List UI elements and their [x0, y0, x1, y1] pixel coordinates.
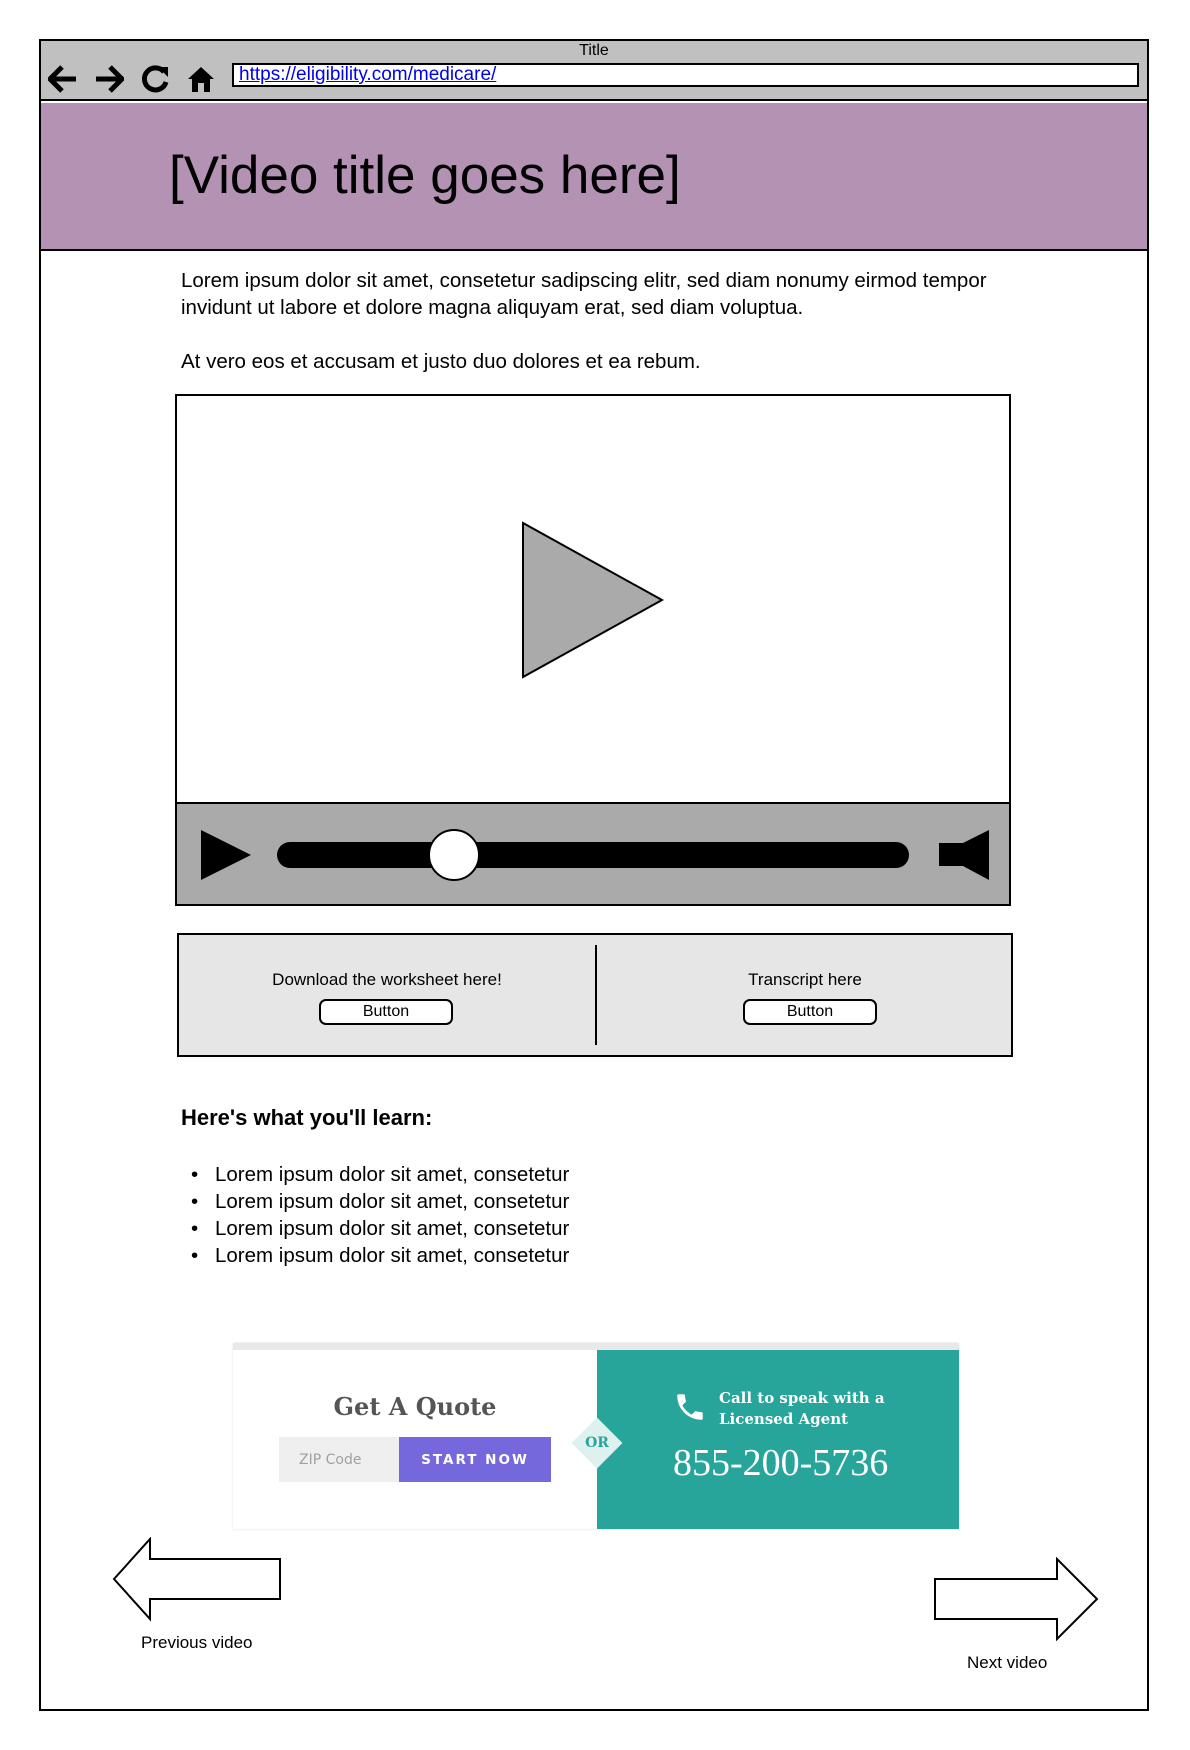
play-triangle-icon[interactable] — [177, 396, 1009, 802]
reload-icon[interactable] — [137, 61, 173, 97]
transcript-button[interactable]: Button — [743, 999, 877, 1025]
quote-banner — [233, 1343, 959, 1529]
list-item: • Lorem ipsum dolor sit amet, consetetur — [215, 1215, 569, 1242]
transcript-section — [597, 935, 1013, 1055]
forward-arrow-icon[interactable] — [91, 61, 127, 97]
or-badge — [571, 1417, 623, 1469]
call-agent-text: Call to speak with a Licensed Agent — [719, 1389, 885, 1428]
next-arrow-icon[interactable] — [933, 1557, 1103, 1645]
phone-number-link[interactable]: 855-200-5736 — [673, 1442, 889, 1484]
learn-list — [215, 1161, 569, 1269]
page-header — [41, 103, 1147, 251]
previous-video-label[interactable]: Previous video — [141, 1633, 253, 1652]
seek-handle[interactable] — [428, 829, 480, 881]
next-video-label[interactable]: Next video — [967, 1653, 1048, 1672]
list-item: • Lorem ipsum dolor sit amet, consetetur — [215, 1188, 569, 1215]
back-arrow-icon[interactable] — [45, 61, 81, 97]
list-item: • Lorem ipsum dolor sit amet, consetetur — [215, 1242, 569, 1269]
call-agent-panel — [597, 1350, 959, 1529]
window-title: Title — [579, 42, 609, 59]
or-label: OR — [585, 1435, 609, 1451]
video-player[interactable] — [175, 394, 1011, 906]
worksheet-section — [179, 935, 595, 1055]
zip-code-input[interactable] — [279, 1437, 399, 1482]
player-controls — [177, 802, 1009, 904]
volume-icon[interactable] — [939, 828, 991, 882]
browser-window — [39, 39, 1149, 1711]
video-screen[interactable] — [177, 396, 1009, 802]
previous-arrow-icon[interactable] — [112, 1537, 282, 1625]
download-worksheet-button[interactable]: Button — [319, 999, 453, 1025]
transcript-label: Transcript here — [748, 970, 862, 989]
browser-chrome — [41, 41, 1147, 101]
video-title: [Video title goes here] — [169, 146, 681, 205]
play-icon[interactable] — [199, 828, 253, 882]
home-icon[interactable] — [183, 61, 219, 97]
intro-paragraph: Lorem ipsum dolor sit amet, consetetur sadipscing elitr, sed diam nonumy eirmod tempor invidunt ut labore et dolore magna aliquyam erat, sed diam voluptua. — [181, 269, 987, 319]
start-now-button[interactable]: START NOW — [399, 1437, 551, 1482]
quote-form — [233, 1350, 597, 1529]
list-item: • Lorem ipsum dolor sit amet, consetetur — [215, 1161, 569, 1188]
learn-heading: Here's what you'll learn: — [181, 1105, 433, 1130]
intro-paragraph-2: At vero eos et accusam et justo duo dolores et ea rebum. — [181, 350, 701, 373]
address-bar[interactable]: https://eligibility.com/medicare/ — [232, 63, 1139, 87]
seek-bar[interactable] — [277, 842, 909, 868]
phone-icon — [673, 1390, 707, 1424]
worksheet-label: Download the worksheet here! — [272, 970, 502, 989]
quote-title: Get A Quote — [333, 1392, 497, 1421]
resources-box — [177, 933, 1013, 1057]
